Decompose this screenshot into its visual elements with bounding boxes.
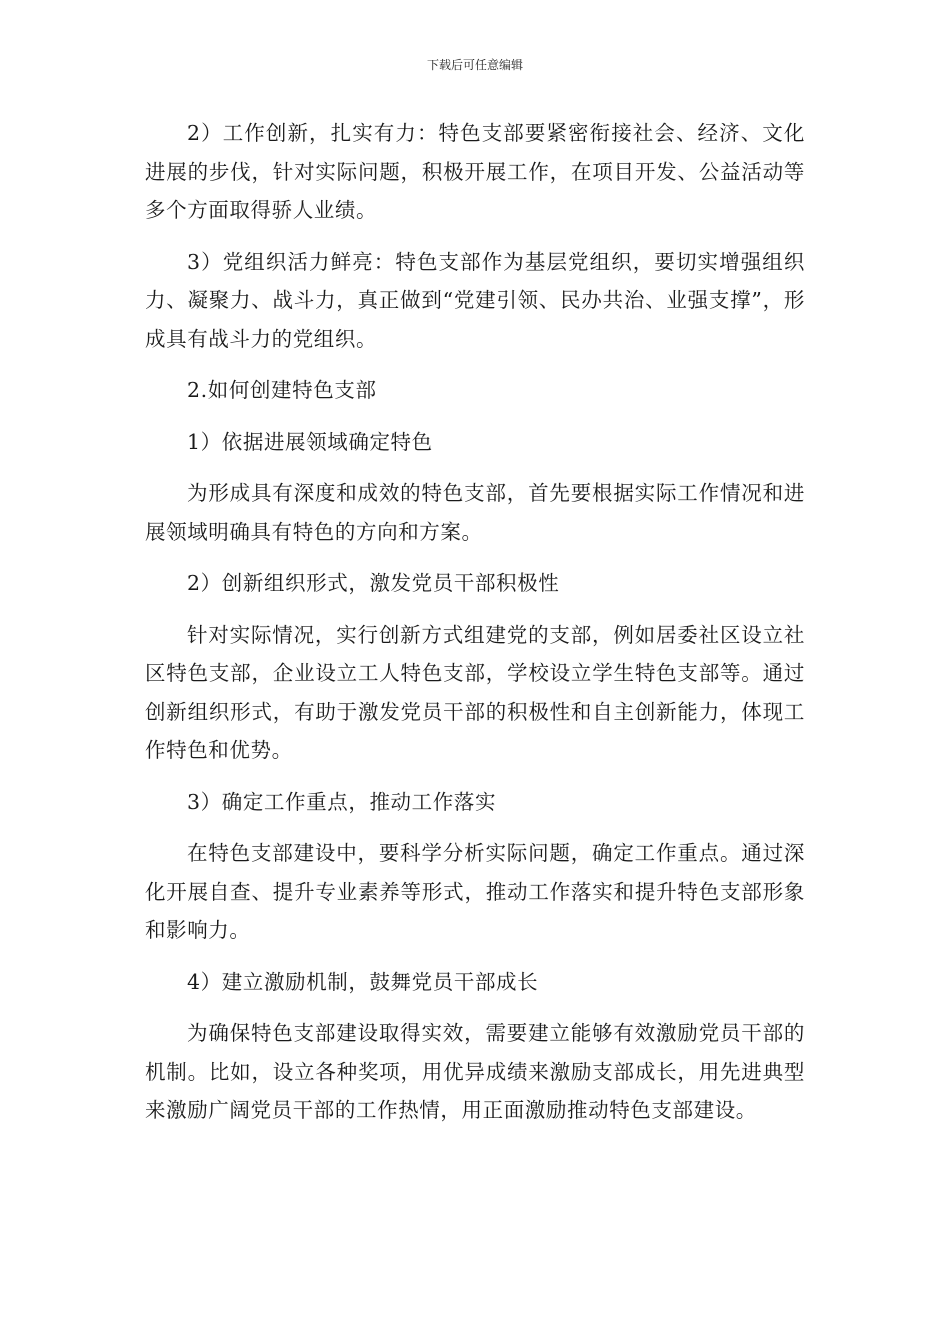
- subheading-incentive-mechanism: 4）建立激励机制，鼓舞党员干部成长: [187, 969, 539, 994]
- document-body: [145, 114, 805, 1143]
- paragraph-innovate-organization: 针对实际情况，实行创新方式组建党的支部，例如居委社区设立社区特色支部，企业设立工人特色支部，学校设立学生特色支部等。通过创新组织形式，有助于激发党员干部的积极性和自主创新能力，体现工作特色和优势。: [145, 622, 805, 762]
- page-header: 下载后可任意编辑: [426, 58, 523, 72]
- paragraph-work-innovation: 2）工作创新，扎实有力：特色支部要紧密衔接社会、经济、文化进展的步伐，针对实际问题，积极开展工作，在项目开发、公益活动等多个方面取得骄人业绩。: [145, 121, 805, 222]
- subheading-determine-features: 1）依据进展领域确定特色: [187, 429, 433, 454]
- paragraph-incentive-mechanism: 为确保特色支部建设取得实效，需要建立能够有效激励党员干部的机制。比如，设立各种奖项，用优异成绩来激励支部成长，用先进典型来激励广阔党员干部的工作热情，用正面激励推动特色支部建设。: [145, 1021, 805, 1122]
- paragraph-determine-features: 为形成具有深度和成效的特色支部，首先要根据实际工作情况和进展领域明确具有特色的方向和方案。: [145, 481, 805, 544]
- subheading-work-focus: 3）确定工作重点，推动工作落实: [187, 789, 497, 814]
- paragraph-work-focus: 在特色支部建设中，要科学分析实际问题，确定工作重点。通过深化开展自查、提升专业素养等形式，推动工作落实和提升特色支部形象和影响力。: [145, 841, 805, 942]
- section-heading-how-to-build: 2.如何创建特色支部: [187, 378, 377, 402]
- paragraph-party-vitality: 3）党组织活力鲜亮：特色支部作为基层党组织，要切实增强组织力、凝聚力、战斗力，真正做到“党建引领、民办共治、业强支撑”，形成具有战斗力的党组织。: [145, 249, 805, 351]
- subheading-innovate-organization: 2）创新组织形式，激发党员干部积极性: [187, 571, 560, 595]
